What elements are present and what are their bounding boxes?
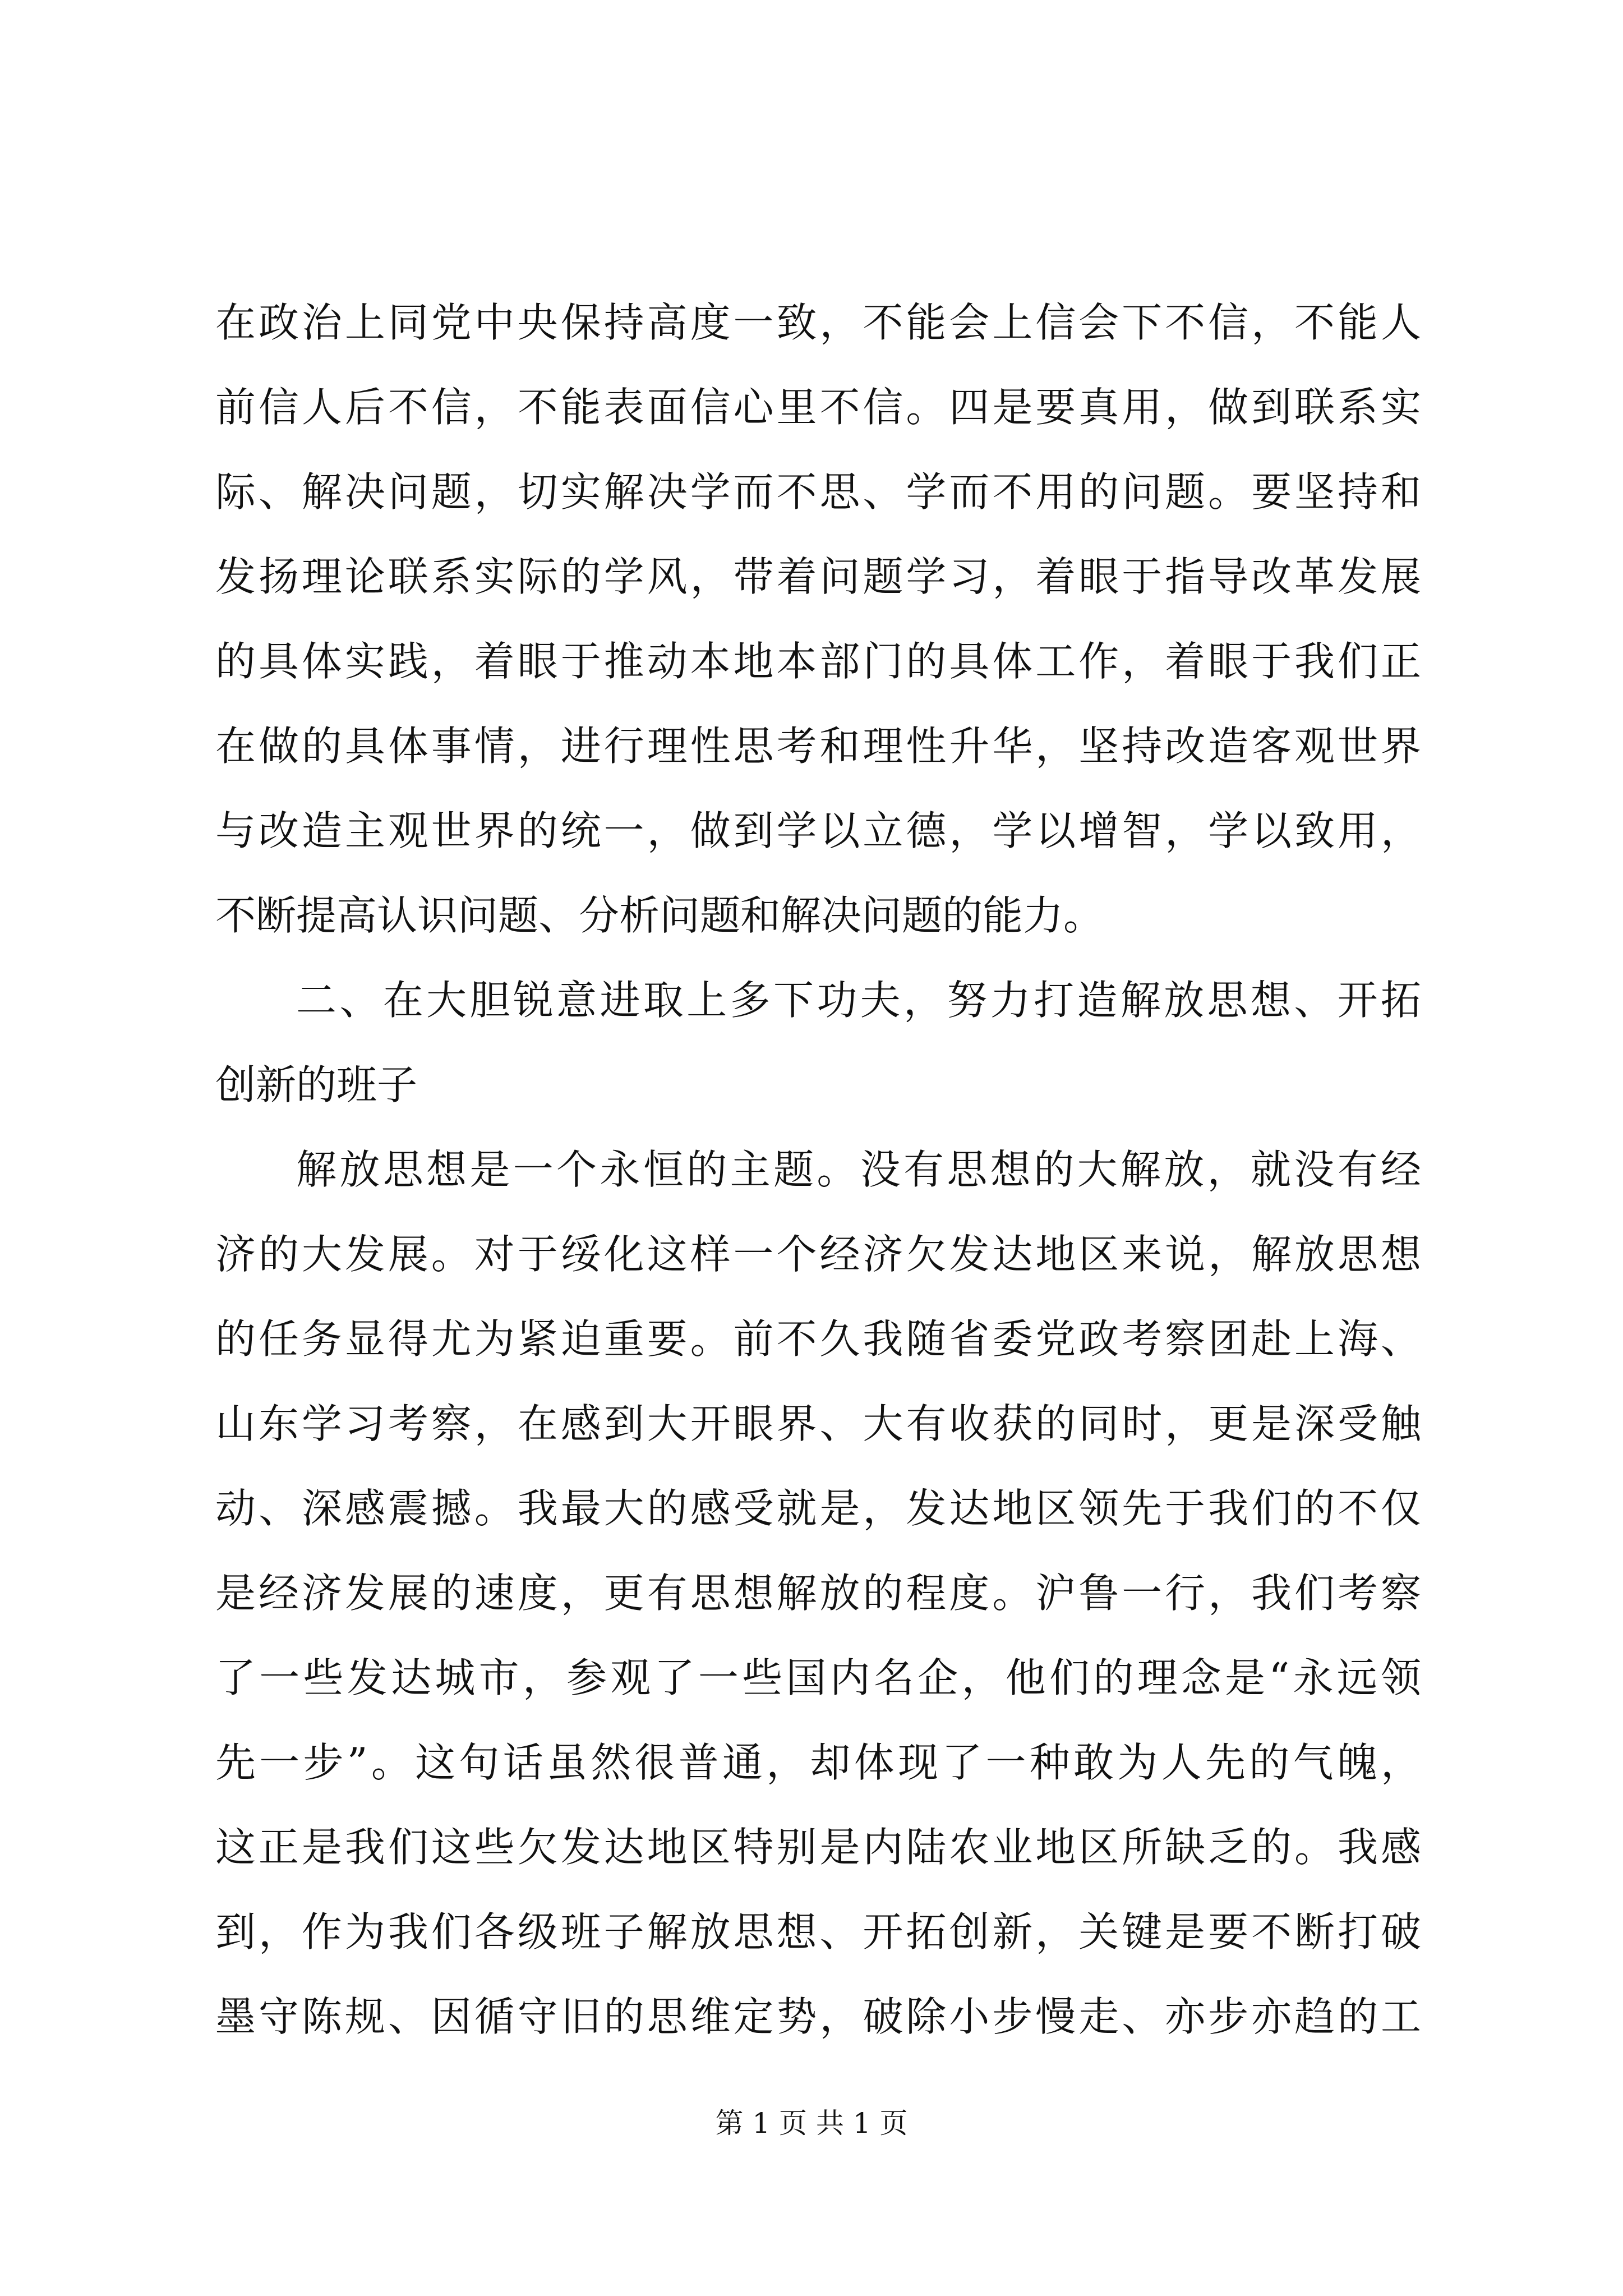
text-line: 发扬理论联系实际的学风，带着问题学习，着眼于指导改革发展 bbox=[215, 553, 1421, 600]
text-line: 在做的具体事情，进行理性思考和理性升华，坚持改造客观世界 bbox=[215, 723, 1421, 770]
text-line: 解放思想是一个永恒的主题。没有思想的大解放，就没有经 bbox=[296, 1146, 1421, 1193]
text-line: 山东学习考察，在感到大开眼界、大有收获的同时，更是深受触 bbox=[215, 1400, 1421, 1447]
text-line: 是经济发展的速度，更有思想解放的程度。沪鲁一行，我们考察 bbox=[215, 1570, 1421, 1617]
section-heading-line: 创新的班子 bbox=[215, 1061, 418, 1108]
text-line: 与改造主观世界的统一，做到学以立德，学以增智，学以致用， bbox=[215, 807, 1421, 854]
text-line: 动、深感震撼。我最大的感受就是，发达地区领先于我们的不仅 bbox=[215, 1485, 1421, 1532]
text-line: 墨守陈规、因循守旧的思维定势，破除小步慢走、亦步亦趋的工 bbox=[215, 1993, 1421, 2040]
text-line: 先一步”。这句话虽然很普通，却体现了一种敢为人先的气魄， bbox=[215, 1739, 1421, 1786]
text-line: 在政治上同党中央保持高度一致，不能会上信会下不信，不能人 bbox=[215, 299, 1421, 346]
text-line: 这正是我们这些欠发达地区特别是内陆农业地区所缺乏的。我感 bbox=[215, 1824, 1421, 1871]
text-line: 际、解决问题，切实解决学而不思、学而不用的问题。要坚持和 bbox=[215, 468, 1421, 516]
section-heading-line: 二、在大胆锐意进取上多下功夫，努力打造解放思想、开拓 bbox=[296, 977, 1421, 1024]
text-line: 不断提高认识问题、分析问题和解决问题的能力。 bbox=[215, 892, 1104, 939]
text-line: 到，作为我们各级班子解放思想、开拓创新，关键是要不断打破 bbox=[215, 1908, 1421, 1955]
text-line: 的具体实践，着眼于推动本地本部门的具体工作，着眼于我们正 bbox=[215, 638, 1421, 685]
text-line: 了一些发达城市，参观了一些国内名企，他们的理念是“永远领 bbox=[215, 1654, 1421, 1701]
text-line: 前信人后不信，不能表面信心里不信。四是要真用，做到联系实 bbox=[215, 384, 1421, 431]
text-line: 的任务显得尤为紧迫重要。前不久我随省委党政考察团赴上海、 bbox=[215, 1315, 1421, 1363]
document-body bbox=[215, 280, 1421, 2059]
text-line: 济的大发展。对于绥化这样一个经济欠发达地区来说，解放思想 bbox=[215, 1231, 1421, 1278]
page-number-footer: 第 1 页 共 1 页 bbox=[715, 2107, 908, 2139]
